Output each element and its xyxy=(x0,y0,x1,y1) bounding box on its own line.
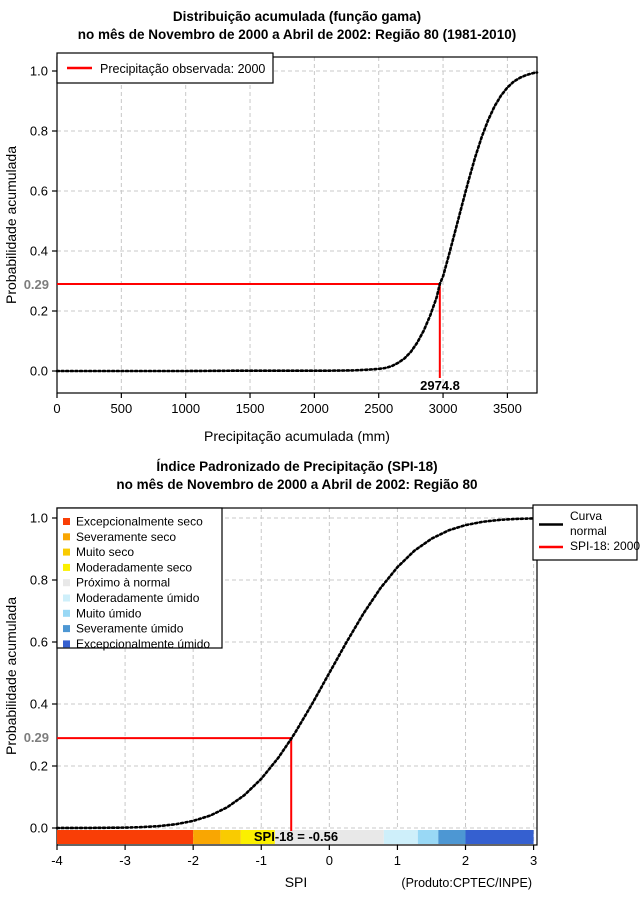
category-swatch xyxy=(63,564,70,571)
category-label: Severamente úmido xyxy=(76,621,184,636)
spi-cdf-plot-area xyxy=(30,505,640,868)
chart2-title-line2: no mês de Novembro de 2000 a Abril de 2002: Região 80 xyxy=(116,477,478,492)
y-tick-label: 1.0 xyxy=(29,510,48,526)
category-label: Excepcionalmente seco xyxy=(76,514,203,529)
chart1-title-line2: no mês de Novembro de 2000 a Abril de 2002: Região 80 (1981-2010) xyxy=(77,27,517,42)
y-tick-label: 0.2 xyxy=(29,758,48,774)
cdf-curve xyxy=(57,73,537,372)
chart2-source-credit: (Produto:CPTEC/INPE) xyxy=(401,876,532,890)
category-swatch xyxy=(63,579,70,586)
category-swatch xyxy=(63,640,70,647)
category-swatch xyxy=(63,549,70,556)
chart1-probability-label: 0.29 xyxy=(23,277,49,292)
y-tick-label: 0.4 xyxy=(29,696,48,712)
x-tick-label: -2 xyxy=(187,853,199,868)
y-tick-label: 0.4 xyxy=(29,243,48,259)
colorbar-segment xyxy=(57,830,193,844)
curve-legend-label: SPI-18: 2000 xyxy=(570,539,640,553)
x-tick-label: 500 xyxy=(110,401,133,416)
colorbar-segment xyxy=(438,830,465,844)
chart1-legend-label: Precipitação observada: 2000 xyxy=(100,62,266,76)
category-label: Muito úmido xyxy=(76,606,142,621)
x-tick-label: 3000 xyxy=(428,401,458,416)
colorbar-segment xyxy=(466,830,534,844)
x-tick-label: 1500 xyxy=(235,401,265,416)
y-tick-label: 0.6 xyxy=(29,634,48,650)
y-tick-label: 0.6 xyxy=(29,183,48,199)
x-tick-label: -1 xyxy=(255,853,268,868)
category-swatch xyxy=(63,610,70,617)
curve-legend-label: normal xyxy=(570,524,607,538)
chart2-title-line1: Índice Padronizado de Precipitação (SPI-18) xyxy=(156,459,438,474)
category-label: Próximo à normal xyxy=(76,575,171,590)
plot-box xyxy=(57,57,537,393)
category-label: Severamente seco xyxy=(76,529,177,544)
category-label: Moderadamente úmido xyxy=(76,591,200,605)
x-tick-label: -3 xyxy=(119,853,131,868)
y-tick-label: 1.0 xyxy=(29,63,48,79)
chart2-probability-label: 0.29 xyxy=(23,730,49,745)
category-swatch xyxy=(63,625,70,632)
category-swatch xyxy=(63,533,70,540)
chart1-x-axis-title: Precipitação acumulada (mm) xyxy=(204,428,390,444)
y-tick-label: 0.8 xyxy=(29,572,48,588)
category-swatch xyxy=(63,595,70,602)
category-label: Moderadamente seco xyxy=(76,560,193,575)
chart1-precipitation-label: 2974.8 xyxy=(420,378,460,393)
x-tick-label: 0 xyxy=(325,853,333,868)
category-label: Muito seco xyxy=(76,545,135,560)
category-swatch xyxy=(63,518,70,525)
gamma-cdf-plot-area xyxy=(30,53,537,416)
category-label: Excepcionalmente úmido xyxy=(76,636,211,651)
chart2-spi-value-label: SPI-18 = -0.56 xyxy=(253,829,339,844)
colorbar-segment xyxy=(220,830,240,844)
x-tick-label: 2 xyxy=(461,853,470,868)
x-tick-label: 2000 xyxy=(299,401,329,416)
x-tick-label: 0 xyxy=(53,401,61,416)
y-tick-label: 0.0 xyxy=(29,363,48,379)
chart2-x-axis-title: SPI xyxy=(284,874,308,890)
chart1-y-axis-title: Probabilidade acumulada xyxy=(3,146,19,304)
spi-cdf-chart xyxy=(0,450,640,900)
colorbar-segment xyxy=(418,830,438,844)
y-tick-label: 0.0 xyxy=(29,820,48,836)
curve-legend-label: Curva xyxy=(570,509,603,523)
colorbar-segment xyxy=(193,830,220,844)
x-tick-label: 1000 xyxy=(171,401,201,416)
x-tick-label: -4 xyxy=(51,853,63,868)
x-tick-label: 3 xyxy=(529,853,538,868)
x-tick-label: 2500 xyxy=(364,401,394,416)
x-tick-label: 3500 xyxy=(492,401,522,416)
colorbar-segment xyxy=(384,830,418,844)
chart2-y-axis-title: Probabilidade acumulada xyxy=(3,597,19,755)
y-tick-label: 0.8 xyxy=(29,123,48,139)
y-tick-label: 0.2 xyxy=(29,303,48,319)
x-tick-label: 1 xyxy=(393,853,402,868)
chart1-title-line1: Distribuição acumulada (função gama) xyxy=(172,9,422,24)
